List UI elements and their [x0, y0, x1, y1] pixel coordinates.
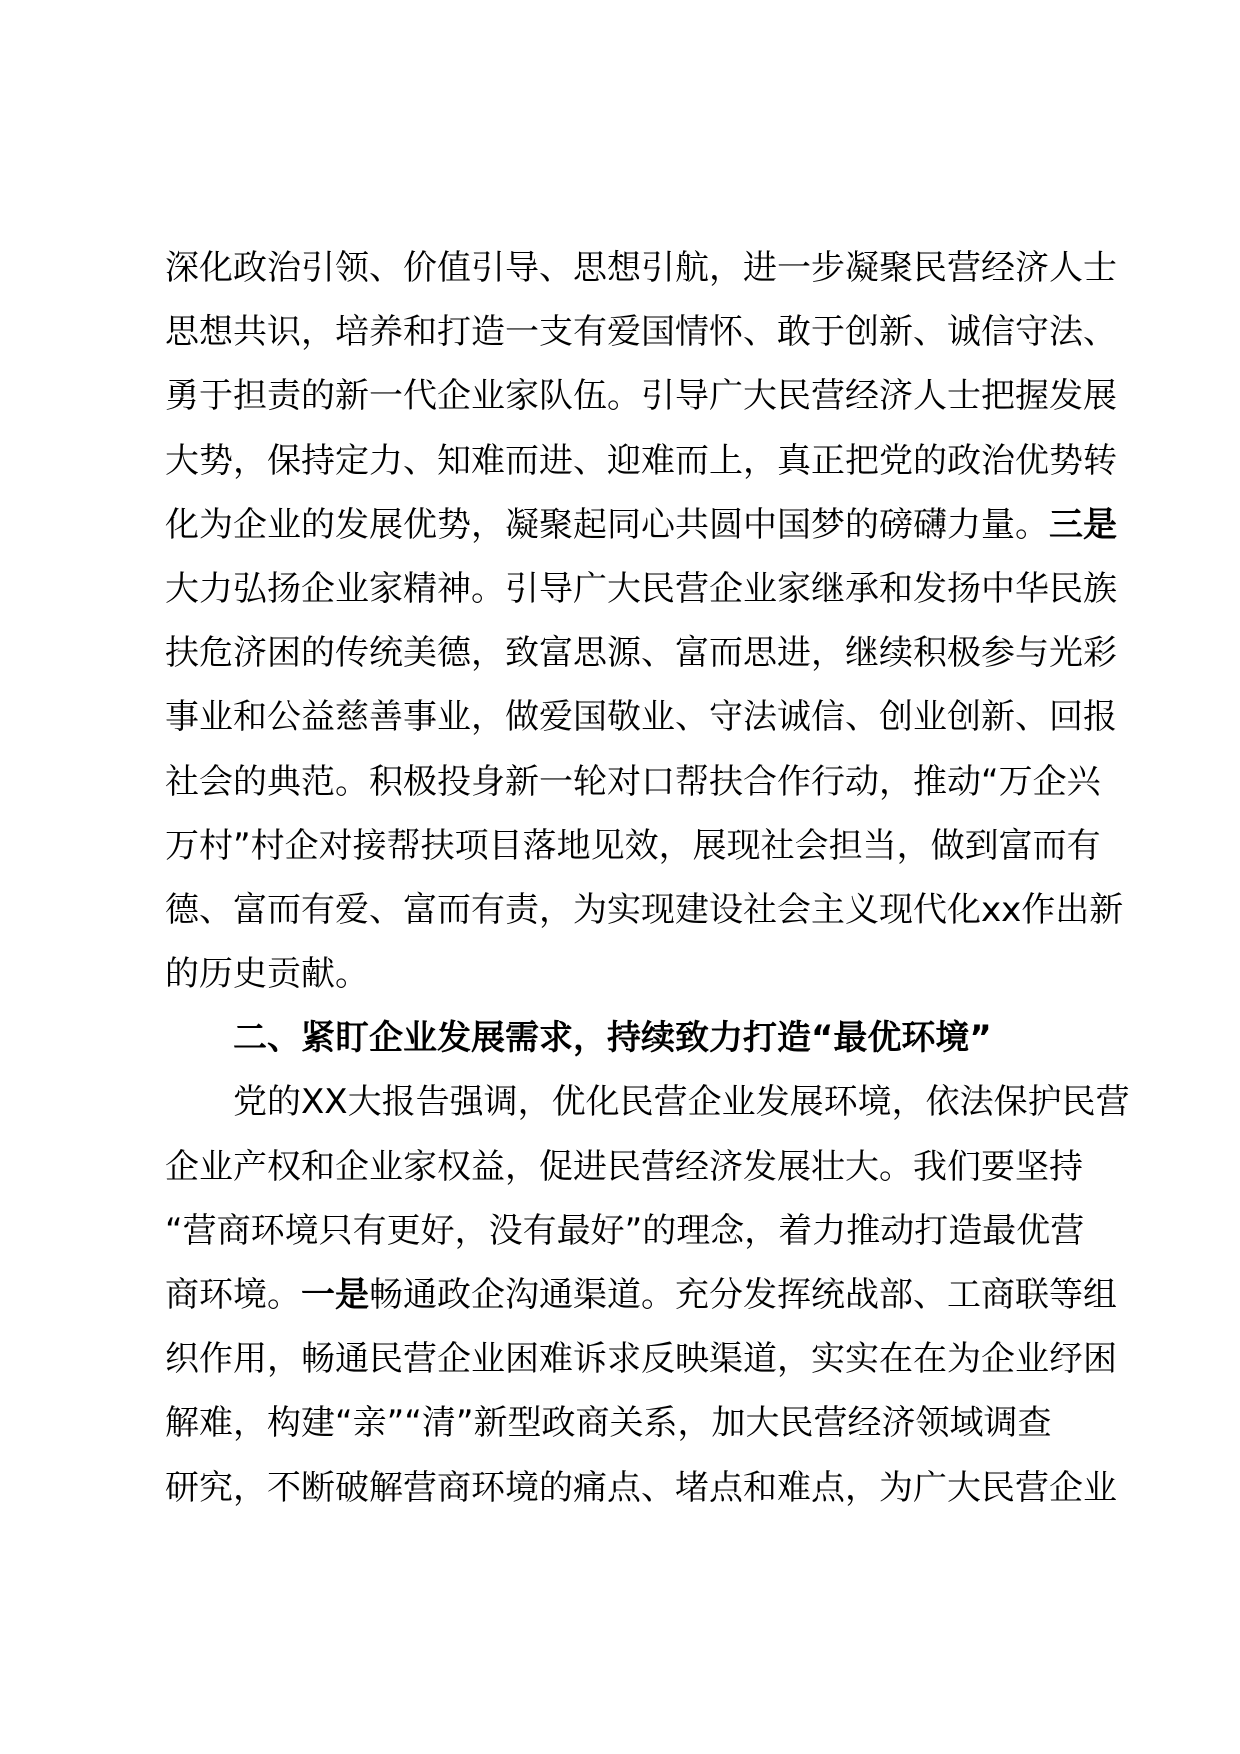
- text-run: 畅通政企沟通渠道。充分发挥统战部、工商联等组: [369, 1275, 1117, 1315]
- text-line: [165, 300, 1117, 364]
- text-run: 的历史贡献。: [165, 954, 369, 995]
- body-text: [165, 236, 1130, 1520]
- text-line: [165, 493, 1117, 557]
- text-run: 思想共识，培养和打造一支有爱国情怀、敢于创新、诚信守法、: [165, 312, 1117, 353]
- text-line: [165, 621, 1117, 685]
- text-run: 解难，构建“亲”“清”新型政商关系，加大民营经济领域调查: [165, 1403, 1052, 1444]
- text-run: 勇于担责的新一代企业家队伍。引导广大民营经济人士把握发展: [165, 376, 1117, 417]
- bold-text-run: 一是: [301, 1275, 369, 1315]
- text-run: 商环境。: [165, 1275, 301, 1315]
- text-line: [165, 1070, 1130, 1134]
- text-run: 化为企业的发展优势，凝聚起同心共圆中国梦的磅礴力量。: [165, 504, 1049, 545]
- text-run: 社会的典范。积极投身新一轮对口帮扶合作行动，推动“万企兴: [165, 761, 1101, 802]
- section-heading: [165, 1006, 1105, 1070]
- text-run: 党的XX大报告强调，优化民营企业发展环境，依法保护民营: [233, 1082, 1130, 1123]
- text-run: 织作用，畅通民营企业困难诉求反映渠道，实实在在为企业纾困: [165, 1339, 1117, 1380]
- text-run: “营商环境只有更好，没有最好”的理念，着力推动打造最优营: [165, 1210, 1085, 1251]
- text-line: [165, 942, 1105, 1006]
- text-line: [165, 557, 1117, 621]
- text-line: [165, 429, 1117, 493]
- text-run: 深化政治引领、价值引导、思想引航，进一步凝聚民营经济人士: [165, 248, 1117, 288]
- bold-text-run: 三是: [1049, 504, 1117, 545]
- text-line: [165, 1327, 1117, 1391]
- text-line: [165, 1135, 1105, 1199]
- text-line: [165, 364, 1117, 428]
- text-line: [165, 750, 1105, 814]
- text-run: 研究，不断破解营商环境的痛点、堵点和难点，为广大民营企业: [165, 1467, 1117, 1508]
- text-line: [165, 1263, 1117, 1327]
- text-line: [165, 1199, 1105, 1263]
- text-run: 扶危济困的传统美德，致富思源、富而思进，继续积极参与光彩: [165, 633, 1117, 674]
- text-line: [165, 1391, 1105, 1455]
- text-line: [165, 1456, 1117, 1520]
- text-run: 大力弘扬企业家精神。引导广大民营企业家继承和发扬中华民族: [165, 568, 1117, 609]
- text-line: [165, 814, 1105, 878]
- text-run: 大势，保持定力、知难而进、迎难而上，真正把党的政治优势转: [165, 440, 1117, 481]
- text-run: 万村”村企对接帮扶项目落地见效，展现社会担当，做到富而有: [165, 825, 1101, 866]
- text-line: [165, 878, 1124, 942]
- bold-text-run: 二、紧盯企业发展需求，持续致力打造“最优环境”: [233, 1018, 992, 1059]
- text-run: 德、富而有爱、富而有责，为实现建设社会主义现代化xx作出新: [165, 889, 1124, 930]
- text-run: 事业和公益慈善事业，做爱国敬业、守法诚信、创业创新、回报: [165, 697, 1117, 738]
- text-run: 企业产权和企业家权益，促进民营经济发展壮大。我们要坚持: [165, 1146, 1083, 1187]
- text-line: [165, 236, 1117, 300]
- text-line: [165, 685, 1117, 749]
